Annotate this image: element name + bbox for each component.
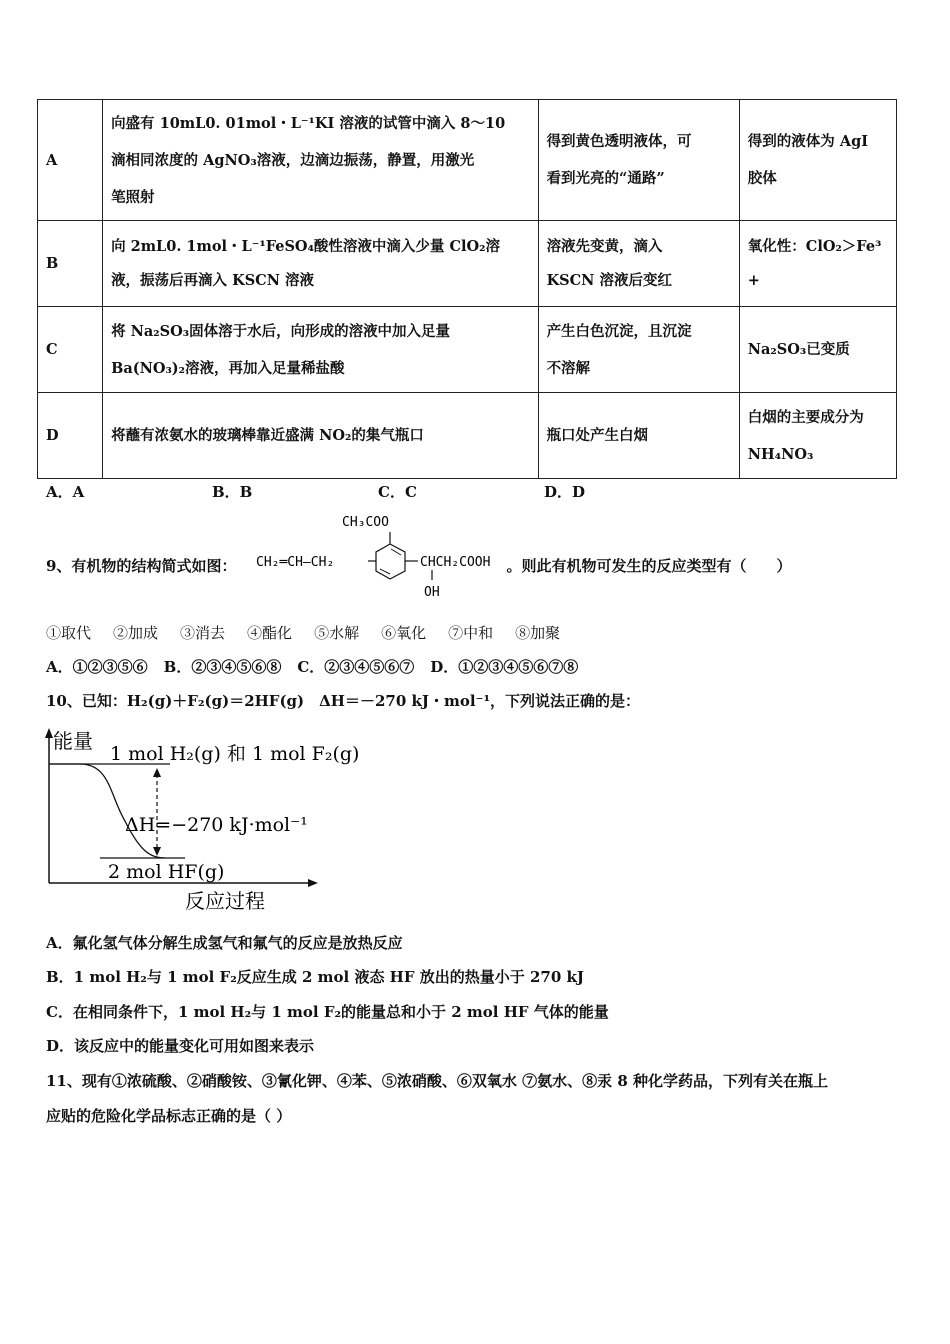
conclusion-cell [739,100,896,221]
q8-option-d[interactable]: D．D [544,483,586,501]
operation-cell [103,393,539,479]
row-label: C [38,307,103,393]
arrow-down-icon [153,847,161,856]
delta-h-label: ΔH=−270 kJ·mol⁻¹ [125,814,308,836]
reactants-label: 1 mol H₂(g) 和 1 mol F₂(g) [110,743,360,765]
reaction-type: ⑥氧化 [381,624,427,642]
reaction-curve [49,764,165,858]
phenomenon-line: 溶液先变黄，滴入 [546,237,663,255]
experiment-table [37,99,897,479]
phenomenon-cell [538,393,739,479]
table-row [38,221,897,307]
operation-line: 液，振荡后再滴入 KSCN 溶液 [111,271,315,289]
operation-cell [103,100,539,221]
conclusion-line: NH₄NO₃ [747,445,814,463]
phenomenon-line: 瓶口处产生白烟 [546,427,649,444]
y-axis-arrow-icon [45,728,53,738]
q8-option-b[interactable]: B．B [212,483,253,501]
conclusion-cell [739,307,896,393]
q9-suffix: 。则此有机物可发生的反应类型有（ ） [506,557,792,575]
y-axis-label: 能量 [53,729,93,753]
conclusion-line: Na₂SO₃已变质 [747,341,850,358]
products-label: 2 mol HF(g) [108,861,225,883]
x-axis-label: 反应过程 [185,889,265,913]
arrow-up-icon [153,768,161,777]
phenomenon-line: 得到黄色透明液体，可 [546,133,692,150]
phenomenon-cell [538,100,739,221]
q10-option-c[interactable]: C．在相同条件下，1 mol H₂与 1 mol F₂的能量总和小于 2 mol HF 气体的能量 [46,1003,609,1021]
phenomenon-line: 看到光亮的“通路” [546,170,665,187]
reaction-type: ④酯化 [247,624,293,642]
table-row [38,100,897,221]
reaction-type: ①取代 [46,624,92,642]
q10-option-a[interactable]: A．氟化氢气体分解生成氢气和氟气的反应是放热反应 [46,934,403,952]
operation-line: Ba(NO₃)₂溶液，再加入足量稀盐酸 [111,359,345,377]
conclusion-line: + [747,271,760,289]
q9-prefix: 9、有机物的结构简式如图： [46,557,237,575]
q10-option-d[interactable]: D．该反应中的能量变化可用如图来表示 [46,1037,315,1055]
q11-stem-line: 11、现有①浓硫酸、②硝酸铵、③氰化钾、④苯、⑤浓硝酸、⑥双氧水 ⑦氨水、⑧汞 8 种化学药品，下列有关在瓶上 [46,1072,828,1090]
reaction-type: ③消去 [180,624,226,642]
row-label: D [38,393,103,479]
operation-cell [103,307,539,393]
conclusion-line: 胶体 [747,170,777,187]
structure-top-group: CH₃COO [342,515,389,530]
phenomenon-line: 不溶解 [546,359,591,377]
operation-line: 向盛有 10mL0. 01mol・L⁻¹KI 溶液的试管中滴入 8～10 [111,114,506,132]
q9-answers [46,656,594,677]
conclusion-line: 得到的液体为 AgI [747,133,869,150]
energy-diagram [40,726,370,921]
operation-line: 将 Na₂SO₃固体溶于水后，向形成的溶液中加入足量 [111,322,451,340]
row-label: B [38,221,103,307]
q10-option-b[interactable]: B．1 mol H₂与 1 mol F₂反应生成 2 mol 液态 HF 放出的热量小于 270 kJ [46,968,584,986]
table-row [38,393,897,479]
conclusion-cell [739,393,896,479]
q9-option-b[interactable]: B．②③④⑤⑥⑧ [163,658,282,676]
reaction-type: ②加成 [113,624,159,642]
q11-stem-line: 应贴的危险化学品标志正确的是（ ） [46,1107,292,1125]
operation-cell [103,221,539,307]
conclusion-line: 氧化性：ClO₂＞Fe³ [747,237,882,255]
phenomenon-line: 产生白色沉淀，且沉淀 [546,322,692,340]
structure-bottom-group: OH [424,585,440,600]
x-axis-arrow-icon [308,879,318,887]
q9-option-d[interactable]: D．①②③④⑤⑥⑦⑧ [430,658,579,676]
table-row [38,307,897,393]
phenomenon-cell [538,221,739,307]
phenomenon-line: KSCN 溶液后变红 [546,271,672,289]
q8-option-a[interactable]: A．A [46,483,85,501]
phenomenon-cell [538,307,739,393]
reaction-type: ⑤水解 [314,624,360,642]
structure-right-chain: CHCH₂COOH [420,555,491,570]
operation-line: 笔照射 [111,188,155,206]
q9-option-a[interactable]: A．①②③⑤⑥ [46,658,148,676]
reaction-type: ⑧加聚 [515,624,561,642]
row-label: A [38,100,103,221]
operation-line: 滴相同浓度的 AgNO₃溶液，边滴边振荡，静置，用激光 [111,151,475,169]
structure-left-chain: CH₂═CH—CH₂ [256,555,335,570]
q8-options [46,481,710,502]
q8-option-c[interactable]: C．C [378,483,417,501]
q9-option-c[interactable]: C．②③④⑤⑥⑦ [297,658,415,676]
conclusion-line: 白烟的主要成分为 [747,408,864,426]
q9-stem [46,551,791,576]
operation-line: 向 2mL0. 1mol・L⁻¹FeSO₄酸性溶液中滴入少量 ClO₂溶 [111,237,500,255]
conclusion-cell [739,221,896,307]
q9-reaction-types [46,622,582,643]
q10-stem: 10、已知：H₂(g)＋F₂(g)＝2HF(g) ΔH＝－270 kJ・mol⁻¹，下列说法正确的是： [46,692,641,710]
operation-line: 将蘸有浓氨水的玻璃棒靠近盛满 NO₂的集气瓶口 [111,427,424,444]
reaction-type: ⑦中和 [448,624,494,642]
